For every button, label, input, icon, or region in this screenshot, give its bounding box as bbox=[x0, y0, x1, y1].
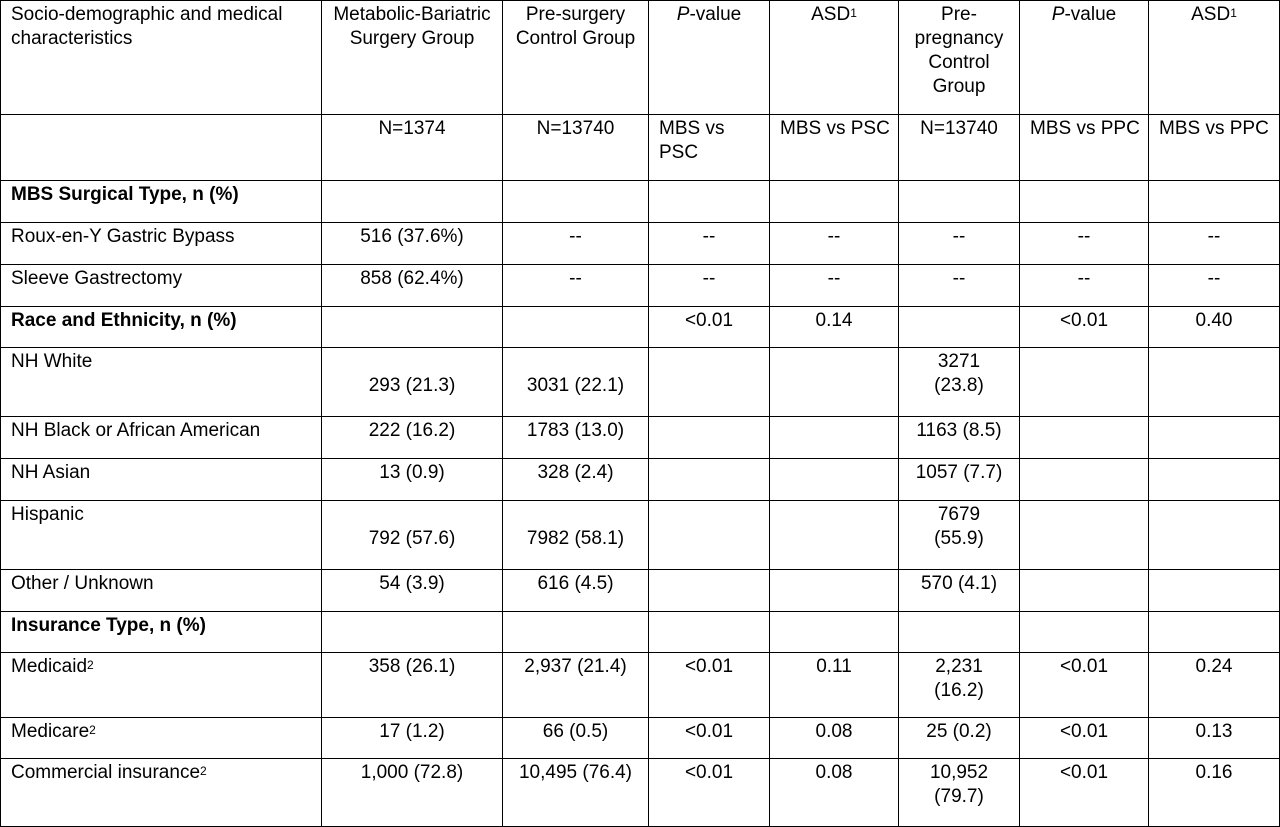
header-characteristics: Socio-demographic and medical characteristics bbox=[1, 1, 322, 115]
table-cell: 0.08 bbox=[770, 718, 899, 759]
table-row bbox=[1, 307, 1280, 348]
subheader-n-mbs: N=1374 bbox=[322, 115, 503, 181]
table-cell bbox=[770, 612, 899, 653]
table-cell bbox=[322, 181, 503, 223]
subheader-empty bbox=[1, 115, 322, 181]
table-cell bbox=[649, 348, 770, 417]
table-cell bbox=[1020, 612, 1149, 653]
pvalue-rest: -value bbox=[689, 4, 742, 25]
row-label bbox=[1, 653, 322, 718]
table-cell: 25 (0.2) bbox=[899, 718, 1020, 759]
table-cell: <0.01 bbox=[1020, 759, 1149, 827]
subheader-n-psc: N=13740 bbox=[503, 115, 649, 181]
table-cell bbox=[1149, 612, 1280, 653]
table-row bbox=[1, 348, 1280, 417]
table-cell bbox=[649, 501, 770, 570]
subheader-row bbox=[1, 115, 1280, 181]
cell-value: 293 (21.3) bbox=[368, 375, 456, 396]
header-asd-ppc bbox=[1149, 1, 1280, 115]
asd-footnote: 1 bbox=[850, 6, 857, 20]
pvalue-italic: P bbox=[1051, 4, 1065, 25]
table-cell: 7679 (55.9) bbox=[899, 501, 1020, 570]
table-row bbox=[1, 459, 1280, 501]
table-cell bbox=[1020, 501, 1149, 570]
row-label: NH Asian bbox=[1, 459, 322, 501]
table-cell: <0.01 bbox=[649, 653, 770, 718]
table-cell bbox=[1149, 181, 1280, 223]
table-cell: 0.14 bbox=[770, 307, 899, 348]
table-cell bbox=[1149, 501, 1280, 570]
header-pvalue-psc bbox=[649, 1, 770, 115]
table-cell: 0.40 bbox=[1149, 307, 1280, 348]
table-cell bbox=[1020, 181, 1149, 223]
table-cell: 0.24 bbox=[1149, 653, 1280, 718]
table-cell: 10,495 (76.4) bbox=[503, 759, 649, 827]
table-cell: -- bbox=[503, 265, 649, 307]
table-cell: -- bbox=[770, 223, 899, 265]
table-row bbox=[1, 417, 1280, 459]
row-label: Insurance Type, n (%) bbox=[1, 612, 322, 653]
table-cell: <0.01 bbox=[1020, 653, 1149, 718]
table-cell: -- bbox=[899, 265, 1020, 307]
row-label: Other / Unknown bbox=[1, 570, 322, 612]
footnote-marker: 2 bbox=[87, 658, 94, 672]
table-cell bbox=[770, 501, 899, 570]
cell-value: 7982 (58.1) bbox=[526, 528, 625, 549]
row-label: Sleeve Gastrectomy bbox=[1, 265, 322, 307]
table-cell bbox=[1149, 570, 1280, 612]
table-cell bbox=[770, 570, 899, 612]
table-cell: 1057 (7.7) bbox=[899, 459, 1020, 501]
table-cell: -- bbox=[649, 265, 770, 307]
table-cell: 13 (0.9) bbox=[322, 459, 503, 501]
table-row bbox=[1, 570, 1280, 612]
header-asd-psc bbox=[770, 1, 899, 115]
table-cell: 358 (26.1) bbox=[322, 653, 503, 718]
table-cell: -- bbox=[1149, 223, 1280, 265]
table-cell: 1783 (13.0) bbox=[503, 417, 649, 459]
table-cell: -- bbox=[1020, 223, 1149, 265]
header-psc-group: Pre-surgery Control Group bbox=[503, 1, 649, 115]
asd-label: ASD bbox=[1191, 4, 1231, 25]
table-cell bbox=[1020, 348, 1149, 417]
table-cell: -- bbox=[770, 265, 899, 307]
table-cell bbox=[649, 612, 770, 653]
table-cell: 54 (3.9) bbox=[322, 570, 503, 612]
table-cell bbox=[899, 181, 1020, 223]
pvalue-rest: -value bbox=[1064, 4, 1117, 25]
table-row bbox=[1, 223, 1280, 265]
table-cell: -- bbox=[1149, 265, 1280, 307]
table-cell: 17 (1.2) bbox=[322, 718, 503, 759]
table-cell: <0.01 bbox=[1020, 307, 1149, 348]
table-cell: -- bbox=[503, 223, 649, 265]
footnote-marker: 2 bbox=[89, 723, 96, 737]
subheader-cmp-psc: MBS vs PSC bbox=[649, 115, 770, 181]
table-cell bbox=[1020, 459, 1149, 501]
footnote-marker: 2 bbox=[200, 764, 207, 778]
table-cell bbox=[322, 612, 503, 653]
table-cell bbox=[322, 348, 503, 417]
table-cell bbox=[649, 570, 770, 612]
subheader-cmp-ppc-asd: MBS vs PPC bbox=[1149, 115, 1280, 181]
table-cell bbox=[649, 181, 770, 223]
subheader-cmp-ppc: MBS vs PPC bbox=[1020, 115, 1149, 181]
row-label-text: Medicaid bbox=[11, 656, 88, 677]
table-cell: 1163 (8.5) bbox=[899, 417, 1020, 459]
table-cell bbox=[503, 307, 649, 348]
table-cell: 0.11 bbox=[770, 653, 899, 718]
row-label: NH Black or African American bbox=[1, 417, 322, 459]
table-row bbox=[1, 181, 1280, 223]
table-cell: 1,000 (72.8) bbox=[322, 759, 503, 827]
cell-value: 3031 (22.1) bbox=[526, 375, 625, 396]
row-label: Race and Ethnicity, n (%) bbox=[1, 307, 322, 348]
table-cell bbox=[1149, 348, 1280, 417]
asd-footnote: 1 bbox=[1230, 6, 1237, 20]
row-label bbox=[1, 718, 322, 759]
table-row bbox=[1, 759, 1280, 827]
table-cell: 516 (37.6%) bbox=[322, 223, 503, 265]
table-cell: 66 (0.5) bbox=[503, 718, 649, 759]
table-cell bbox=[649, 459, 770, 501]
table-cell bbox=[770, 417, 899, 459]
table-cell: <0.01 bbox=[1020, 718, 1149, 759]
header-row bbox=[1, 1, 1280, 115]
table-cell: -- bbox=[649, 223, 770, 265]
pvalue-italic: P bbox=[676, 4, 690, 25]
table-cell: 3271 (23.8) bbox=[899, 348, 1020, 417]
table-cell: 0.13 bbox=[1149, 718, 1280, 759]
cell-value: 792 (57.6) bbox=[368, 528, 456, 549]
table-cell bbox=[1020, 417, 1149, 459]
table-cell: <0.01 bbox=[649, 759, 770, 827]
table-row bbox=[1, 612, 1280, 653]
table-cell bbox=[503, 612, 649, 653]
table-cell: 0.08 bbox=[770, 759, 899, 827]
row-label bbox=[1, 759, 322, 827]
subheader-cmp-psc-asd: MBS vs PSC bbox=[770, 115, 899, 181]
row-label-text: Medicare bbox=[11, 721, 90, 742]
table-cell bbox=[899, 307, 1020, 348]
header-ppc-group: Pre-pregnancy Control Group bbox=[899, 1, 1020, 115]
table-cell: <0.01 bbox=[649, 307, 770, 348]
table-cell bbox=[770, 181, 899, 223]
table-cell: 858 (62.4%) bbox=[322, 265, 503, 307]
table-cell bbox=[1149, 459, 1280, 501]
table-cell bbox=[503, 348, 649, 417]
header-mbs-group: Metabolic-Bariatric Surgery Group bbox=[322, 1, 503, 115]
row-label: Roux-en-Y Gastric Bypass bbox=[1, 223, 322, 265]
table-cell: <0.01 bbox=[649, 718, 770, 759]
table-cell bbox=[322, 501, 503, 570]
table-cell: 616 (4.5) bbox=[503, 570, 649, 612]
table-cell: 570 (4.1) bbox=[899, 570, 1020, 612]
table-cell bbox=[770, 348, 899, 417]
table-cell: 2,231 (16.2) bbox=[899, 653, 1020, 718]
table-cell bbox=[899, 612, 1020, 653]
table-row bbox=[1, 501, 1280, 570]
table-cell bbox=[1149, 417, 1280, 459]
table-cell bbox=[1020, 570, 1149, 612]
table-cell bbox=[503, 181, 649, 223]
table-cell bbox=[503, 501, 649, 570]
table-row bbox=[1, 718, 1280, 759]
row-label-text: Commercial insurance bbox=[11, 762, 201, 783]
subheader-n-ppc: N=13740 bbox=[899, 115, 1020, 181]
table-cell: 2,937 (21.4) bbox=[503, 653, 649, 718]
table-cell: 10,952 (79.7) bbox=[899, 759, 1020, 827]
row-label: Hispanic bbox=[1, 501, 322, 570]
table-cell bbox=[649, 417, 770, 459]
asd-label: ASD bbox=[811, 4, 851, 25]
table-cell: 328 (2.4) bbox=[503, 459, 649, 501]
table-row bbox=[1, 653, 1280, 718]
row-label: MBS Surgical Type, n (%) bbox=[1, 181, 322, 223]
table-cell: -- bbox=[1020, 265, 1149, 307]
table-cell bbox=[322, 307, 503, 348]
table-cell: 0.16 bbox=[1149, 759, 1280, 827]
row-label: NH White bbox=[1, 348, 322, 417]
table-cell bbox=[770, 459, 899, 501]
table-row bbox=[1, 265, 1280, 307]
header-pvalue-ppc bbox=[1020, 1, 1149, 115]
table-cell: -- bbox=[899, 223, 1020, 265]
table-cell: 222 (16.2) bbox=[322, 417, 503, 459]
